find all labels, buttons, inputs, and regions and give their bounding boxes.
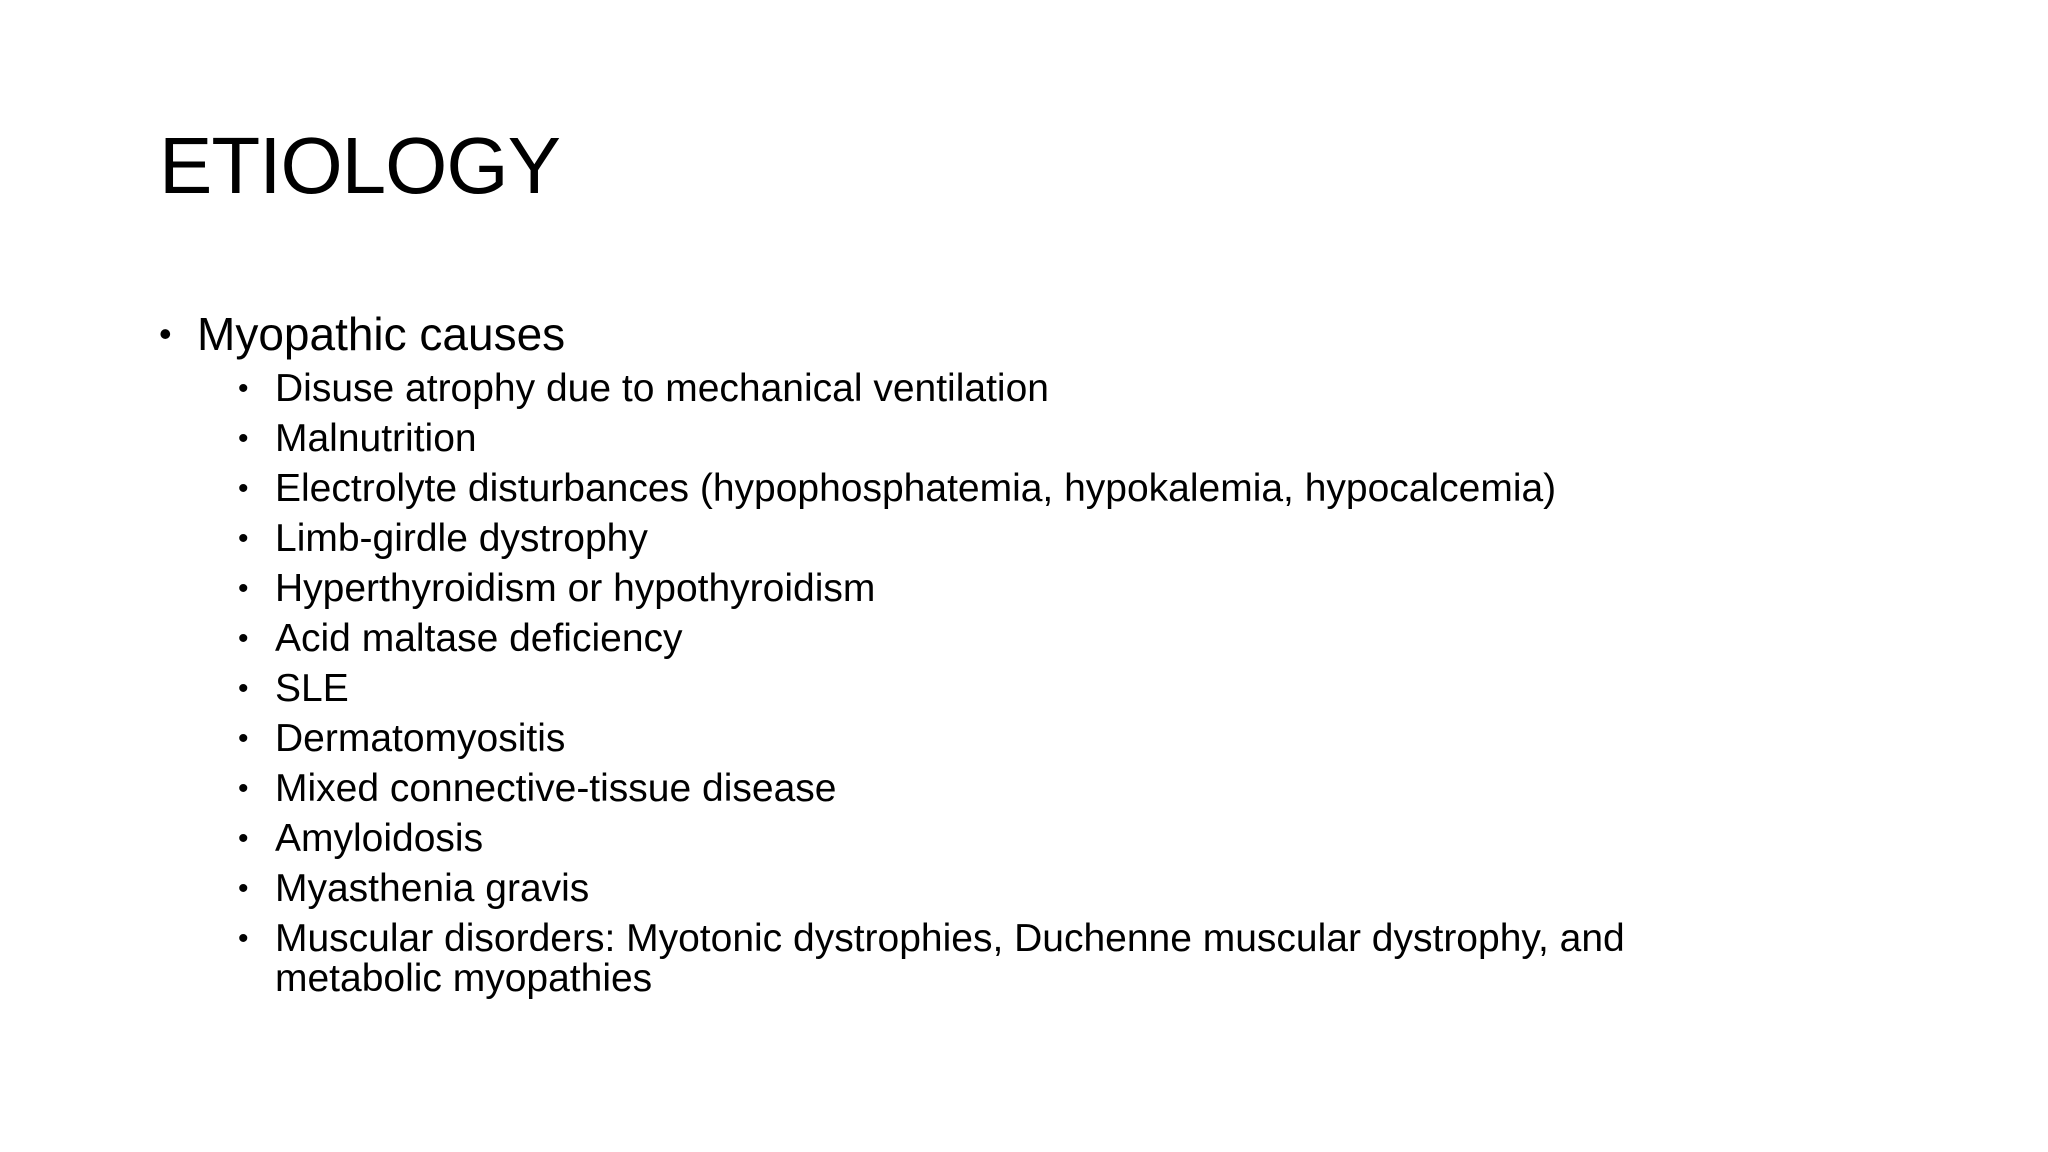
bullet-icon: • (238, 572, 249, 605)
list-item (238, 714, 1755, 764)
bullet-icon: • (238, 422, 249, 455)
list-item (238, 914, 1755, 1004)
list-item (238, 814, 1755, 864)
main-bullet-text: Myopathic causes (197, 308, 566, 360)
bullet-icon: • (238, 872, 249, 905)
list-item-text: Hyperthyroidism or hypothyroidism (275, 567, 876, 610)
main-bullet-point (159, 304, 1799, 364)
sub-bullet-list (238, 364, 1799, 1004)
list-item-text: Disuse atrophy due to mechanical ventilation (275, 367, 1049, 410)
bullet-icon: • (238, 522, 249, 555)
bullet-icon: • (238, 472, 249, 505)
list-item (238, 514, 1755, 564)
bullet-icon: • (238, 372, 249, 405)
list-item (238, 564, 1755, 614)
list-item-text: Mixed connective-tissue disease (275, 767, 837, 810)
list-item (238, 464, 1755, 514)
list-item-text: Electrolyte disturbances (hypophosphatemia, hypokalemia, hypocalcemia) (275, 467, 1557, 510)
list-item-text: Dermatomyositis (275, 717, 566, 760)
list-item (238, 414, 1755, 464)
list-item-text: Limb-girdle dystrophy (275, 517, 648, 560)
bullet-icon: • (238, 722, 249, 755)
list-item (238, 764, 1755, 814)
bullet-icon: • (238, 622, 249, 655)
bullet-icon: • (159, 313, 172, 354)
list-item-text: SLE (275, 667, 349, 710)
list-item-text: Amyloidosis (275, 817, 484, 860)
list-item-text: Muscular disorders: Myotonic dystrophies, Duchenne muscular dystrophy, and metabolic myopathies (275, 917, 1625, 1000)
bullet-icon: • (238, 772, 249, 805)
slide-title: ETIOLOGY (159, 121, 560, 210)
list-item (238, 664, 1755, 714)
list-item-text: Acid maltase deficiency (275, 617, 683, 660)
list-item (238, 364, 1755, 414)
bullet-icon: • (238, 672, 249, 705)
list-item-text: Malnutrition (275, 417, 477, 460)
list-item (238, 864, 1755, 914)
bullet-icon: • (238, 922, 249, 955)
list-item-text: Myasthenia gravis (275, 867, 590, 910)
list-item (238, 614, 1755, 664)
slide-body (159, 304, 1799, 1004)
bullet-icon: • (238, 822, 249, 855)
